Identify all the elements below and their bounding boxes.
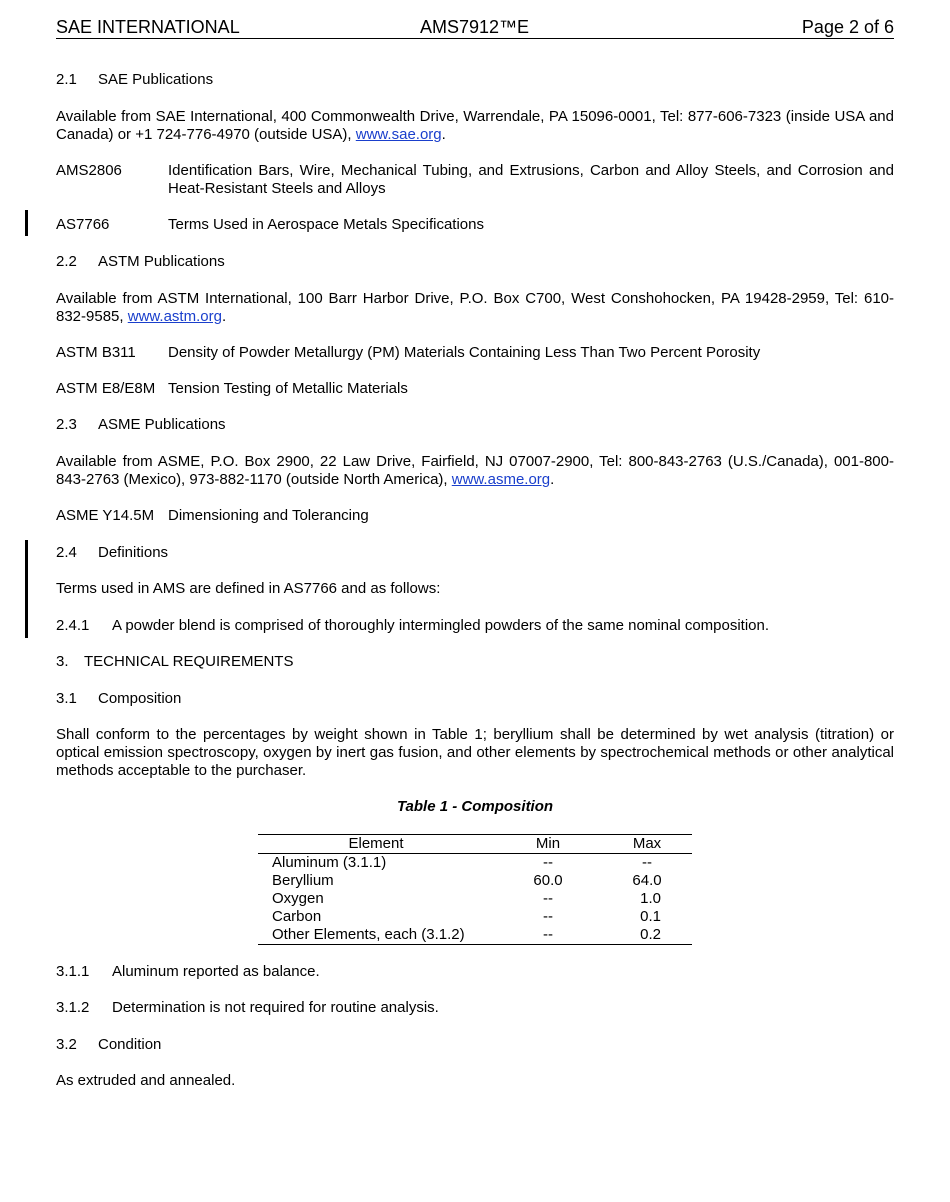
change-bar (25, 540, 28, 638)
reference-asme-y14-5m (56, 507, 894, 525)
max-cell: 1.0 (640, 890, 661, 907)
reference-ams2806 (56, 162, 894, 198)
reference-title: Terms Used in Aerospace Metals Specifications (168, 216, 484, 233)
reference-code: ASME Y14.5M (56, 507, 155, 524)
section-2-3-availability: Available from ASME, P.O. Box 2900, 22 Law Drive, Fairfield, NJ 07007-2900, Tel: 800-843-2763 (U.S./Canada), 001-800-843-2763 (Mexico), 973-882-1170 (outside North America), www.asme.org. (56, 453, 894, 488)
section-title: ASTM Publications (98, 253, 225, 270)
section-3-1-2 (56, 999, 894, 1017)
asme-website-link[interactable]: www.asme.org (451, 471, 551, 488)
section-3-2-heading (56, 1036, 894, 1054)
section-title: Condition (98, 1036, 162, 1053)
section-3-1-1 (56, 963, 894, 981)
section-number: 2.3 (56, 416, 77, 433)
section-2-2-heading (56, 253, 894, 271)
section-3-heading (56, 653, 894, 671)
min-cell: -- (494, 926, 602, 945)
section-number: 2.4 (56, 544, 77, 561)
astm-website-link[interactable]: www.astm.org (127, 308, 222, 325)
reference-title: Identification Bars, Wire, Mechanical Tubing, and Extrusions, Carbon and Alloy Steels, and Corrosion and Heat-Resistant Steels and Alloys (168, 162, 894, 197)
table-1-caption: Table 1 - Composition (396, 798, 554, 815)
min-cell: -- (543, 890, 553, 907)
availability-text: Available from SAE International, 400 Commonwealth Drive, Warrendale, PA 15096-0001, Tel: 877-606-7323 (inside USA and Canada) or +1 724-776-4970 (outside USA), (56, 108, 894, 143)
reference-title: Tension Testing of Metallic Materials (168, 380, 408, 397)
max-cell: 64.0 (632, 872, 662, 889)
section-2-3-heading (56, 416, 894, 434)
reference-astm-e8 (56, 380, 894, 398)
section-number: 3.1.1 (56, 963, 90, 980)
reference-title: Density of Powder Metallurgy (PM) Materials Containing Less Than Two Percent Porosity (168, 344, 761, 361)
section-title: Definitions (98, 544, 169, 561)
note-text: Aluminum reported as balance. (112, 963, 320, 980)
section-number: 2.1 (56, 71, 77, 88)
element-cell: Beryllium (272, 872, 334, 889)
reference-code: AS7766 (56, 216, 110, 233)
table-row (258, 926, 692, 945)
section-2-4-intro: Terms used in AMS are defined in AS7766 and as follows: (56, 580, 441, 597)
column-header-element: Element (258, 835, 494, 854)
element-cell: Oxygen (272, 890, 324, 907)
min-cell: -- (543, 854, 553, 871)
section-number: 2.2 (56, 253, 77, 270)
note-text: Determination is not required for routine analysis. (112, 999, 439, 1016)
max-cell: -- (642, 854, 652, 871)
section-3-1-text: Shall conform to the percentages by weight shown in Table 1; beryllium shall be determined by wet analysis (titration) or optical emission spectroscopy, oxygen by inert gas fusion, and other elements by spectrochemical methods or other analytical methods acceptable to the purchaser. (56, 726, 894, 779)
element-cell: Carbon (272, 908, 322, 925)
section-title: Composition (98, 690, 182, 707)
min-cell: 60.0 (533, 872, 563, 889)
table-header-row (258, 835, 692, 854)
section-title: ASME Publications (98, 416, 226, 433)
table-row (258, 908, 692, 926)
section-2-1-availability: Available from SAE International, 400 Commonwealth Drive, Warrendale, PA 15096-0001, Tel: 877-606-7323 (inside USA and Canada) or +1 724-776-4970 (outside USA), www.sae.org. (56, 108, 894, 143)
reference-code: ASTM E8/E8M (56, 380, 156, 397)
availability-text: Available from ASME, P.O. Box 2900, 22 Law Drive, Fairfield, NJ 07007-2900, Tel: 800-843-2763 (U.S./Canada), 001-800-843-2763 (Mexico), 973-882-1170 (outside North America), (56, 453, 894, 488)
section-number: 2.4.1 (56, 617, 90, 634)
section-number: 3.2 (56, 1036, 77, 1053)
reference-code: AMS2806 (56, 162, 122, 179)
section-2-2-availability: Available from ASTM International, 100 Barr Harbor Drive, P.O. Box C700, West Conshohocken, PA 19428-2959, Tel: 610-832-9585, www.astm.org. (56, 290, 894, 325)
reference-title: Dimensioning and Tolerancing (168, 507, 369, 524)
section-2-4-1 (56, 617, 894, 635)
table-row (258, 854, 692, 873)
definition-text: A powder blend is comprised of thoroughly intermingled powders of the same nominal composition. (112, 617, 770, 634)
section-2-4-heading (56, 544, 894, 562)
section-title: TECHNICAL REQUIREMENTS (84, 653, 294, 670)
section-3-2-text: As extruded and annealed. (56, 1072, 236, 1089)
header-page-number: Page 2 of 6 (801, 17, 894, 37)
availability-text: Available from ASTM International, 100 Barr Harbor Drive, P.O. Box C700, West Conshohocken, PA 19428-2959, Tel: 610-832-9585, (56, 290, 894, 325)
element-cell: Aluminum (3.1.1) (272, 854, 387, 871)
header-doc-number: AMS7912™E (420, 17, 530, 37)
page-header (56, 17, 894, 39)
section-number: 3.1 (56, 690, 77, 707)
column-header-min: Min (494, 835, 602, 854)
table-row (258, 872, 692, 890)
table-row (258, 890, 692, 908)
max-cell: 0.1 (640, 908, 661, 925)
section-number: 3. (56, 653, 69, 670)
section-number: 3.1.2 (56, 999, 90, 1016)
section-2-1-heading (56, 71, 894, 89)
column-header-max: Max (602, 835, 692, 854)
sae-website-link[interactable]: www.sae.org (355, 126, 442, 143)
section-title: SAE Publications (98, 71, 214, 88)
composition-table (258, 834, 692, 945)
reference-as7766 (56, 216, 894, 234)
section-3-1-heading (56, 690, 894, 708)
header-publisher: SAE INTERNATIONAL (56, 17, 240, 37)
change-bar (25, 210, 28, 236)
reference-code: ASTM B311 (56, 344, 136, 361)
max-cell: 0.2 (602, 926, 692, 945)
reference-astm-b311 (56, 344, 894, 362)
element-cell: Other Elements, each (3.1.2) (258, 926, 494, 945)
min-cell: -- (543, 908, 553, 925)
